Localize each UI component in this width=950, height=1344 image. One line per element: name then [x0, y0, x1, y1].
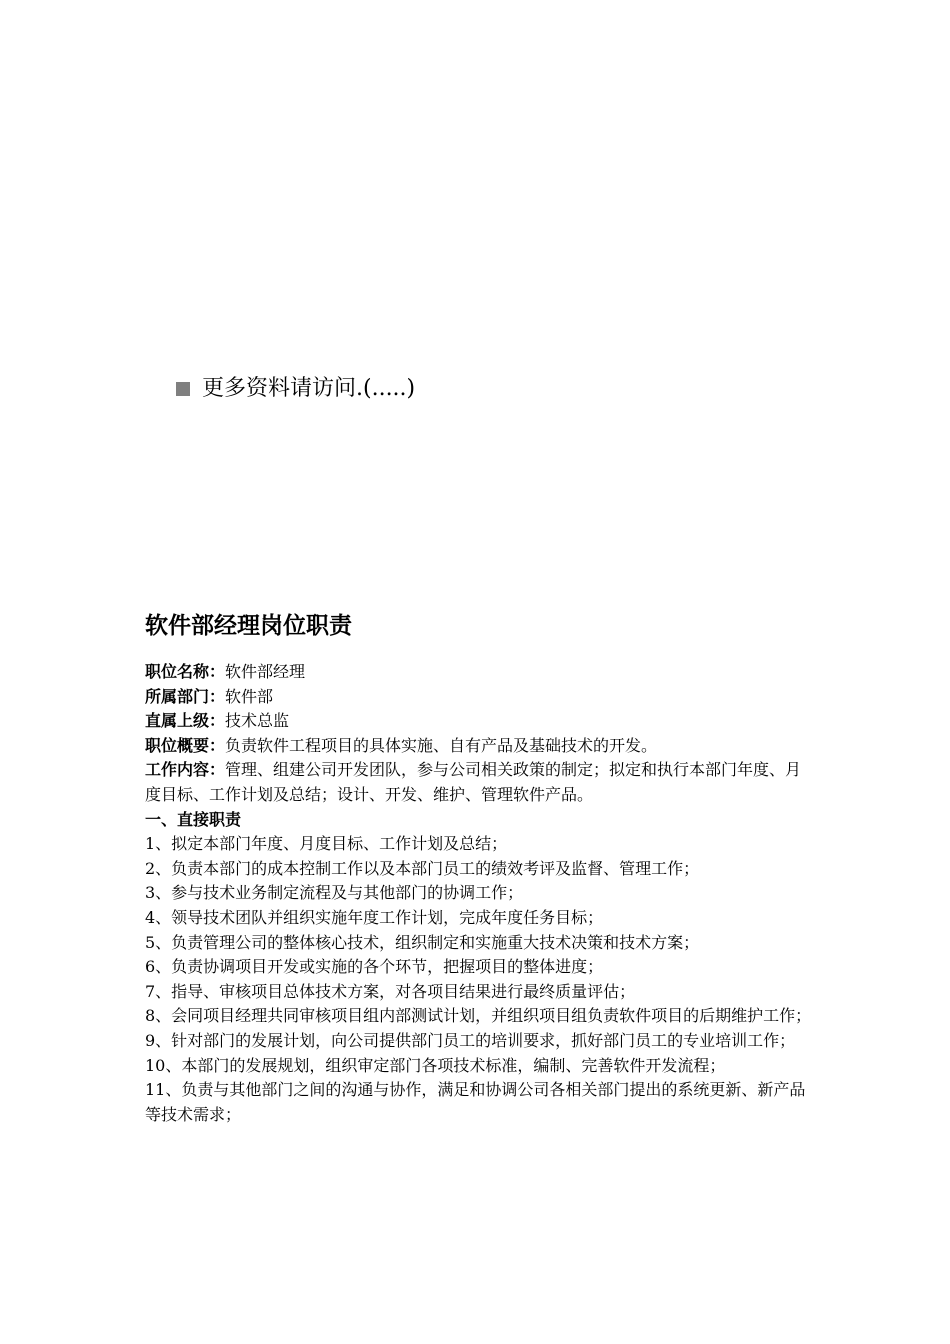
square-bullet-icon: [176, 382, 190, 396]
field-department: [145, 685, 815, 710]
list-item: 2、负责本部门的成本控制工作以及本部门员工的绩效考评及监督、管理工作；: [145, 858, 700, 878]
field-work-content: [145, 758, 815, 807]
list-item: 10、本部门的发展规划，组织审定部门各项技术标准，编制、完善软件开发流程；: [145, 1055, 726, 1075]
resource-notice: [176, 372, 415, 406]
field-value: 管理、组建公司开发团队，参与公司相关政策的制定；拟定和执行本部门年度、月度目标、工作计划及总结；设计、开发、维护、管理软件产品。: [145, 760, 802, 804]
field-label: 职位概要：: [145, 735, 226, 755]
field-label: 所属部门：: [145, 686, 226, 706]
field-label: 职位名称：: [145, 662, 226, 681]
field-label: 工作内容：: [145, 760, 226, 780]
list-item: 7、指导、审核项目总体技术方案，对各项目结果进行最终质量评估；: [145, 981, 636, 1001]
list-item: 6、负责协调项目开发或实施的各个环节，把握项目的整体进度；: [145, 957, 604, 977]
field-value: 软件部: [225, 686, 274, 706]
field-supervisor: [145, 709, 815, 734]
section-heading: 一、直接职责: [145, 809, 242, 829]
document-body: [145, 610, 815, 1127]
resource-notice-text: 更多资料请访问.(.....): [202, 376, 416, 401]
list-item: 3、参与技术业务制定流程及与其他部门的协调工作；: [145, 883, 524, 903]
document-title: 软件部经理岗位职责: [145, 613, 352, 639]
list-item: 8、会同项目经理共同审核项目组内部测试计划，并组织项目组负责软件项目的后期维护工作；: [145, 1006, 812, 1026]
list-item: 9、针对部门的发展计划，向公司提供部门员工的培训要求，抓好部门员工的专业培训工作；: [145, 1030, 796, 1050]
field-value: 软件部经理: [225, 662, 306, 681]
list-item: 11、负责与其他部门之间的沟通与协作，满足和协调公司各相关部门提出的系统更新、新产品等技术需求；: [145, 1080, 806, 1124]
field-value: 技术总监: [225, 711, 290, 731]
field-summary: [145, 734, 815, 759]
list-item: 5、负责管理公司的整体核心技术，组织制定和实施重大技术决策和技术方案；: [145, 932, 700, 952]
list-item: 4、领导技术团队并组织实施年度工作计划，完成年度任务目标；: [145, 907, 604, 927]
list-item: 1、拟定本部门年度、月度目标、工作计划及总结；: [145, 834, 508, 854]
field-label: 直属上级：: [145, 711, 226, 731]
field-position-name: [145, 660, 815, 685]
field-value: 负责软件工程项目的具体实施、自有产品及基础技术的开发。: [225, 735, 658, 755]
